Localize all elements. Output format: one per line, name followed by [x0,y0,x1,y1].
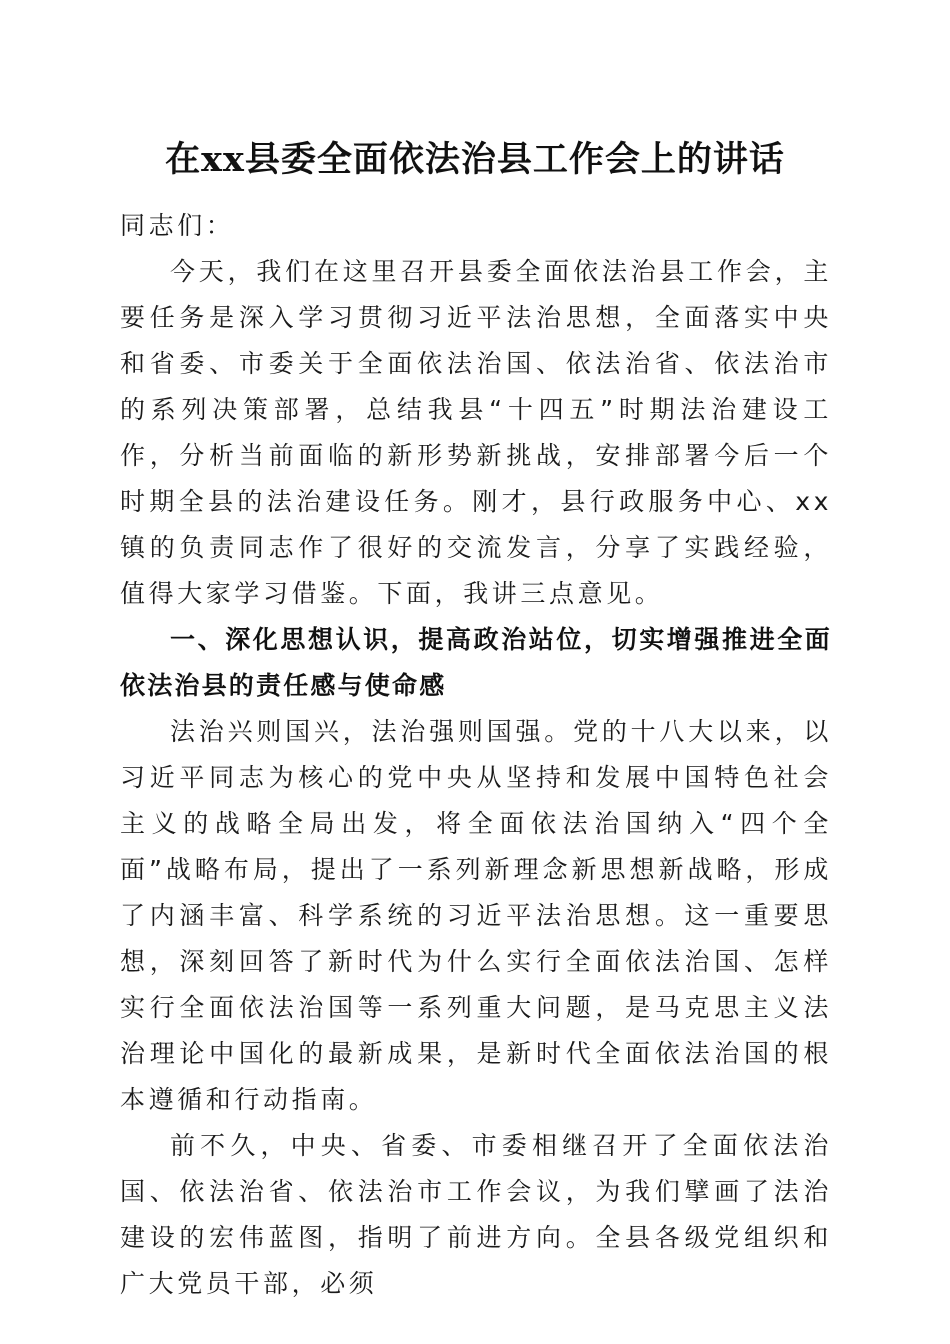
salutation: 同志们： [120,211,235,240]
page-title: 在xx县委全面依法治县工作会上的讲话 [165,139,785,180]
section-paragraph: 法治兴则国兴，法治强则国强。党的十八大以来，以习近平同志为核心的党中央从坚持和发展中国特色社会主义的战略全局出发，将全面依法治国纳入“四个全面”战略布局，提出了一系列新理念新思想新战略，形成了内涵丰富、科学系统的习近平法治思想。这一重要思想，深刻回答了新时代为什么实行全面依法治国、怎样实行全面依法治国等一系列重大问题，是马克思主义法治理论中国化的最新成果，是新时代全面依法治国的根本遵循和行动指南。 [120,717,832,1114]
intro-paragraph: 今天，我们在这里召开县委全面依法治县工作会，主要任务是深入学习贯彻习近平法治思想，全面落实中央和省委、市委关于全面依法治国、依法治省、依法治市的系列决策部署，总结我县“十四五”时期法治建设工作，分析当前面临的新形势新挑战，安排部署今后一个时期全县的法治建设任务。刚才，县行政服务中心、xx镇的负责同志作了很好的交流发言，分享了实践经验，值得大家学习借鉴。下面，我讲三点意见。 [120,257,832,608]
document-body [120,203,832,1307]
section-paragraph: 前不久，中央、省委、市委相继召开了全面依法治国、依法治省、依法治市工作会议，为我们擘画了法治建设的宏伟蓝图，指明了前进方向。全县各级党组织和广大党员干部，必须 [120,1131,832,1298]
section-heading: 一、深化思想认识，提高政治站位，切实增强推进全面依法治县的责任感与使命感 [120,625,832,700]
